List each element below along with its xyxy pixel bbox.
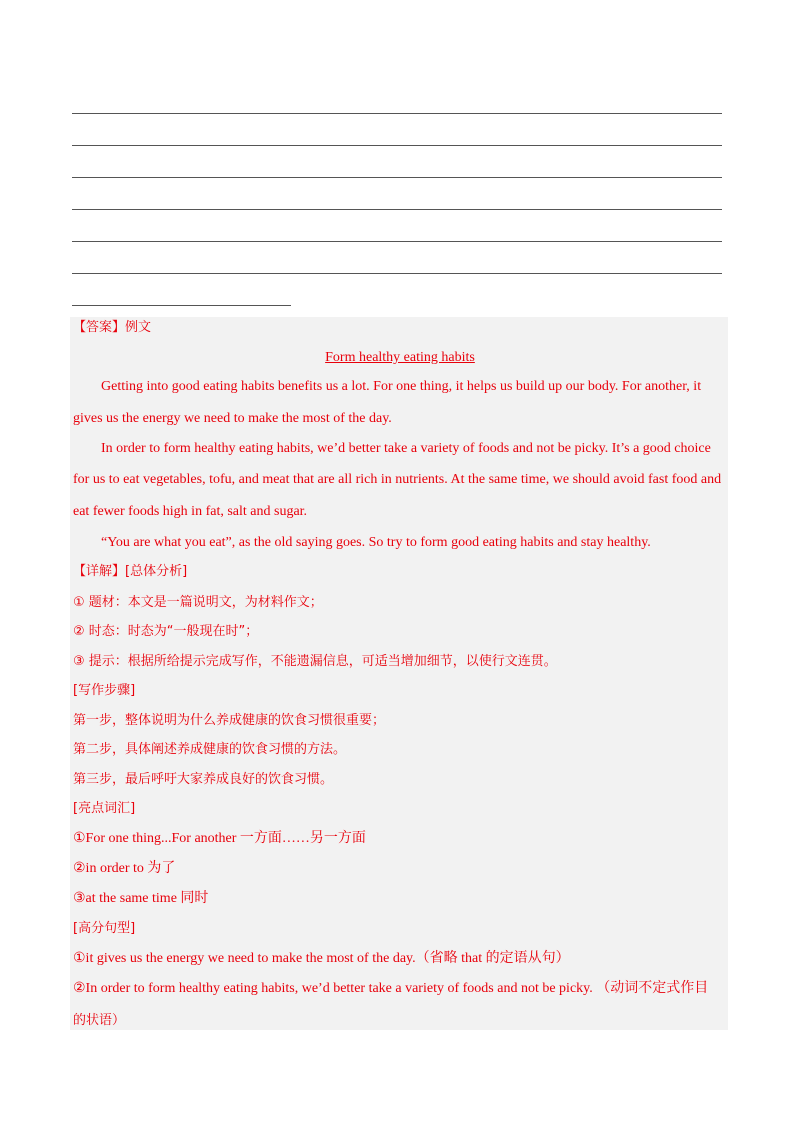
writing-line	[72, 209, 722, 210]
vocab-label: [亮点词汇]	[73, 801, 136, 816]
step-item: 第三步，最后呼吁大家养成良好的饮食习惯。	[73, 772, 334, 787]
vocab-item: ①For one thing...For another 一方面……另一方面	[73, 831, 366, 846]
analysis-point: ③ 提示：根据所给提示完成写作，不能遗漏信息，可适当增加细节，以使行文连贯。	[73, 654, 557, 669]
essay-line: “You are what you eat”, as the old saying goes. So try to form good eating habits and stay healthy.	[101, 535, 651, 550]
writing-line	[72, 241, 722, 242]
analysis-point: ① 题材：本文是一篇说明文，为材料作文；	[73, 595, 323, 610]
analysis-label: 【详解】[总体分析]	[73, 564, 188, 579]
essay-line: Getting into good eating habits benefits us a lot. For one thing, it helps us build up our body. For another, it	[101, 379, 702, 394]
writing-line	[72, 177, 722, 178]
steps-label: [写作步骤]	[73, 683, 136, 698]
vocab-item: ③at the same time 同时	[73, 891, 209, 906]
essay-line: for us to eat vegetables, tofu, and meat that are all rich in nutrients. At the same time, we should avoid fast food and	[73, 472, 722, 487]
writing-line	[72, 273, 722, 274]
step-item: 第二步，具体阐述养成健康的饮食习惯的方法。	[73, 742, 347, 757]
sentence-item: 的状语）	[73, 1013, 126, 1028]
essay-line: gives us the energy we need to make the most of the day.	[73, 411, 392, 426]
essay-line: eat fewer foods high in fat, salt and sugar.	[73, 504, 308, 519]
vocab-item: ②in order to 为了	[73, 861, 176, 876]
answer-label: 【答案】例文	[73, 320, 152, 335]
sentence-item: ①it gives us the energy we need to make the most of the day.（省略 that 的定语从句）	[73, 951, 570, 966]
analysis-point: ② 时态：时态为“一般现在时”；	[73, 624, 259, 639]
writing-line	[72, 113, 722, 114]
essay-title: Form healthy eating habits	[325, 350, 475, 365]
step-item: 第一步，整体说明为什么养成健康的饮食习惯很重要；	[73, 713, 386, 728]
writing-line	[72, 145, 722, 146]
sentence-item: ②In order to form healthy eating habits, we’d better take a variety of foods and not be picky. （动词不定式作目	[73, 981, 709, 996]
writing-line-short	[72, 305, 291, 306]
essay-line: In order to form healthy eating habits, we’d better take a variety of foods and not be picky. It’s a good choice	[101, 441, 711, 456]
sentence-label: [高分句型]	[73, 921, 136, 936]
